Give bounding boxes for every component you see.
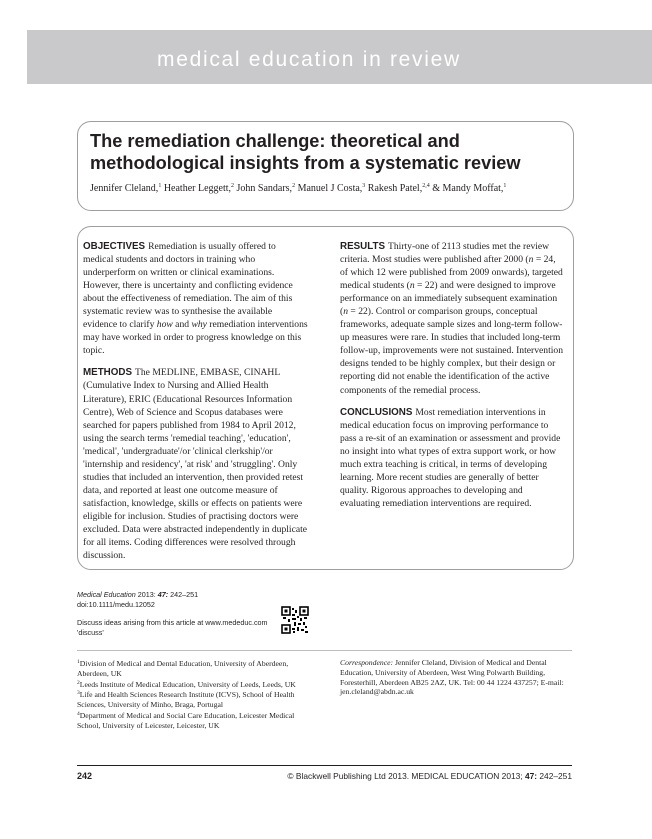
conclusions-text — [340, 407, 560, 509]
correspondence — [340, 658, 572, 697]
section-banner-title: medical education in review — [157, 48, 461, 71]
page-number: 242 — [77, 771, 93, 781]
citation-journal: Medical Education — [77, 590, 136, 599]
discuss-note: Discuss ideas arising from this article at www.mededuc.com 'discuss' — [77, 618, 268, 637]
text-run: why — [191, 319, 207, 331]
objectives-heading: OBJECTIVES — [83, 241, 146, 252]
citation-pages: 242–251 — [170, 590, 199, 599]
affiliation — [77, 658, 317, 679]
text-run: n — [343, 306, 348, 318]
correspondence-label: Correspondence: — [340, 658, 394, 667]
author-affiliation-mark: 2,4 — [422, 183, 430, 189]
divider — [77, 650, 572, 651]
author: & Mandy Moffat,$^1$ — [432, 183, 507, 194]
affiliation-mark: 4 — [77, 710, 80, 717]
text-run: n — [528, 254, 534, 266]
affiliation-text: Leeds Institute of Medical Education, University of Leeds, Leeds, UK — [79, 679, 296, 689]
affiliation-mark: 3 — [77, 690, 80, 697]
results-heading: RESULTS — [340, 241, 385, 252]
affiliation-text: Life and Health Sciences Research Institute (ICVS), School of Health Sciences, University of Minho, Braga, Portugal — [77, 690, 295, 710]
footer-volume: 47: — [524, 771, 538, 781]
author-list — [90, 180, 570, 195]
author-affiliation-mark: 1 — [158, 183, 162, 189]
methods-paragraph — [83, 366, 308, 562]
text-run: remediation interventions may have worked in order to progress knowledge on this topic. — [83, 319, 308, 357]
correspondence-text: Jennifer Cleland, Division of Medical and Dental Education, University of Aberdeen, West Wing Polwarth Building, Foresterhill, Aberdeen AB25 2AZ, UK. Tel: 00 44 1224 437257; E-mail: jen.cleland@abdn.ac.uk — [340, 658, 564, 697]
affiliation — [77, 689, 317, 710]
affiliation — [77, 710, 317, 731]
results-text — [340, 241, 563, 396]
qr-code-icon[interactable] — [281, 606, 309, 634]
affiliations — [77, 658, 317, 731]
author-affiliation-mark: 2 — [292, 183, 296, 189]
text-run: = 22). Control or comparison groups, conceptual frameworks, adequate sample sizes and long-term follow-up measures were rare. In studies that included long-term follow-up, improvements were not sustained. Intervention designs tended to be highly complex, but their design or reporting did not enable the identification of the active components of the remedial process. — [340, 306, 564, 396]
author: John Sandars,$^2$ — [236, 183, 296, 194]
author: Heather Leggett,$^2$ — [163, 183, 234, 194]
author-affiliation-mark: 2 — [231, 183, 234, 189]
article-title: The remediation challenge: theoretical and methodological insights from a systematic review — [90, 131, 521, 173]
doi[interactable]: doi:10.1111/medu.12052 — [77, 600, 155, 609]
affiliation-text: Department of Medical and Social Care Education, Leicester Medical School, University of Leicester, Leicester, UK — [77, 710, 295, 730]
text-run: n — [409, 280, 415, 292]
text-run: The MEDLINE, EMBASE, CINAHL (Cumulative Index to Nursing and Allied Health Literature), ERIC (Educational Resources Information Centre), Web of Science and Scopus databases were searched for papers published from 1984 to April 2012, using the search terms 'remedial teaching', 'education', 'medical', 'undergraduate'/or 'clinical clerkship'/or 'internship and residency', 'at risk' and 'struggling'. Only studies that included an intervention, then provided retest data, and reported at least one outcome measure of satisfaction, knowledge, skills or effects on patients were eligible for inclusion. Studies of practising doctors were excluded. Data were abstracted independently in duplicate for all items. Coding differences were resolved through discussion. — [83, 367, 308, 562]
conclusions-paragraph — [340, 406, 565, 510]
text-run: Remediation is usually offered to medical students and doctors in training who underperform on written or clinical examinations. However, there is uncertainty and conflicting evidence about the effectiveness of remediation. The aim of this systematic review was to synthesise the available evidence to clarify — [83, 241, 293, 331]
results-paragraph — [340, 240, 565, 397]
affiliation-mark: 2 — [77, 679, 80, 686]
citation-year: 2013: — [137, 590, 156, 599]
text-run: and — [172, 319, 192, 331]
affiliation-text: Division of Medical and Dental Education, University of Aberdeen, Aberdeen, UK — [77, 659, 289, 678]
author: Manuel J Costa,$^3$ — [297, 183, 366, 194]
author: Rakesh Patel,$^{2,4}$ — [367, 183, 430, 194]
footer-journal: MEDICAL EDUCATION 2013; — [411, 771, 523, 781]
author: Jennifer Cleland,$^1$ — [90, 183, 162, 194]
methods-text — [83, 367, 307, 561]
citation-volume: 47: — [157, 590, 169, 599]
footer-copyright — [287, 771, 572, 781]
affiliation — [77, 679, 317, 690]
text-run: how — [156, 319, 173, 331]
author-affiliation-mark: 1 — [503, 183, 507, 189]
abstract-left-column — [83, 240, 308, 571]
footer-pages: 242–251 — [539, 771, 572, 781]
citation — [77, 590, 277, 610]
affiliation-mark: 1 — [77, 659, 80, 665]
text-run: Thirty-one of 2113 studies met the review criteria. Most studies were published after 2000 ( — [340, 241, 550, 266]
text-run: Most remediation interventions in medical education focus on improving performance to pass a re-sit of an examination or assessment and provide no insight into what types of extra support work, or how much extra teaching is critical, in terms of developing learning. More recent studies are generally of better quality. Rigorous approaches to developing and evaluating remediation interventions are required. — [340, 406, 561, 509]
conclusions-heading: CONCLUSIONS — [340, 406, 413, 418]
text-run: = 22) and were designed to improve performance on an immediately subsequent examination ( — [340, 280, 558, 318]
objectives-text — [83, 241, 308, 356]
methods-heading: METHODS — [83, 367, 132, 379]
text-run: = 24, of which 12 were published from 2009 onwards), targeted medical students ( — [340, 254, 563, 292]
footer-copyright-text: © Blackwell Publishing Ltd 2013. — [287, 771, 410, 781]
author-affiliation-mark: 3 — [362, 183, 366, 189]
objectives-paragraph — [83, 240, 308, 357]
footer-rule — [77, 765, 572, 766]
abstract-right-column — [340, 240, 565, 519]
